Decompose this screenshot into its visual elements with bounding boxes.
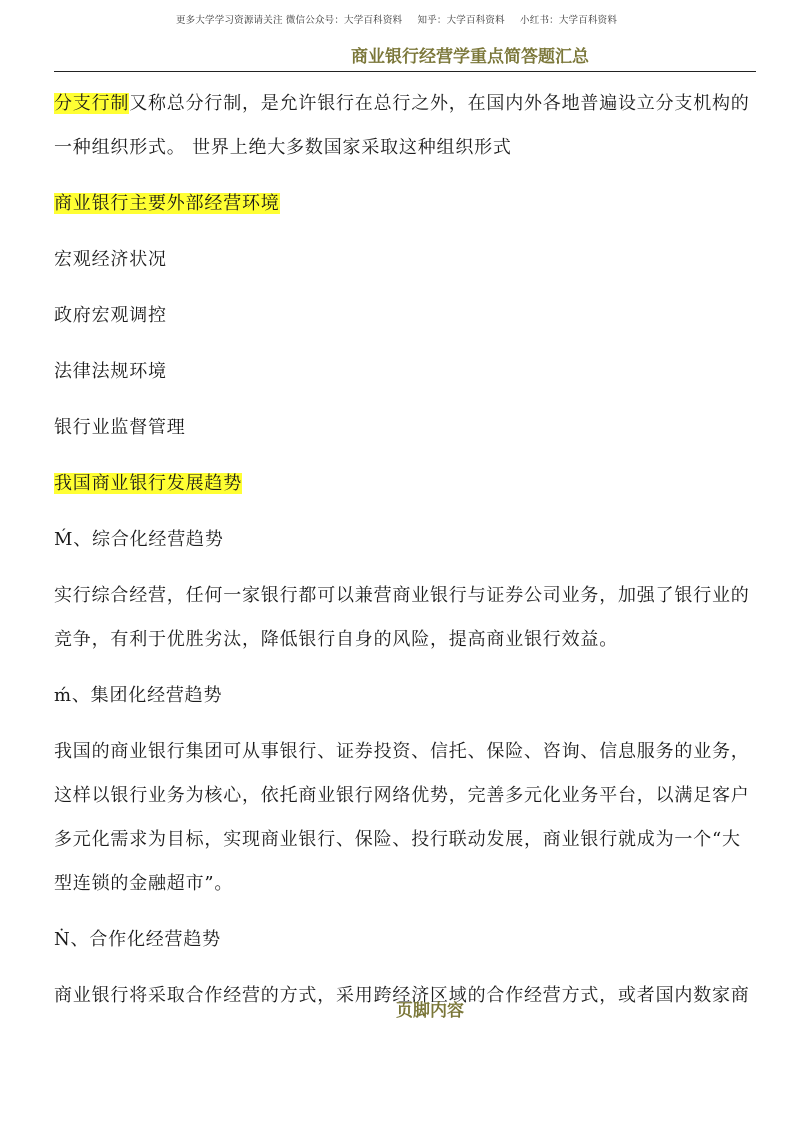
paragraph-text: 又称总分行制，是允许银行在总行之外，在国内外各地普遍设立分支机构的一种组织形式。 世界上绝大多数国家采取这种组织形式 [54, 93, 750, 158]
subheading-integrated: Ḿ、综合化经营趋势 [54, 529, 224, 550]
highlighted-heading: 我国商业银行发展趋势 [54, 473, 242, 494]
header-note [0, 12, 793, 26]
list-item: 政府宏观调控 [54, 305, 167, 326]
list-item: 银行业监督管理 [54, 417, 186, 438]
page-title: 商业银行经营学重点简答题汇总 [351, 47, 589, 67]
paragraph-integrated: 实行综合经营，任何一家银行都可以兼营商业银行与证券公司业务，加强了银行业的竞争，有利于优胜劣汰，降低银行自身的风险，提高商业银行效益。 [54, 585, 750, 650]
header-note-zhihu: 知乎：大学百科资料 [417, 15, 505, 26]
page-footer: 页脚内容 [396, 1001, 464, 1021]
header-divider [54, 71, 756, 72]
header-note-xiaohongshu: 小红书：大学百科资料 [520, 15, 618, 26]
header-note-wechat: 更多大学学习资源请关注 微信公众号：大学百科资料 [175, 15, 403, 26]
paragraph-cooperation: 商业银行将采取合作经营的方式，采用跨经济区域的合作经营方式，或者国内数家商 [54, 985, 750, 1006]
section-heading-environment [54, 182, 754, 226]
subheading-group: ḿ、集团化经营趋势 [54, 685, 223, 706]
list-item: 法律法规环境 [54, 361, 167, 382]
paragraph-group: 我国的商业银行集团可从事银行、证券投资、信托、保险、咨询、信息服务的业务，这样以银行业务为核心，依托商业银行网络优势，完善多元化业务平台，以满足客户多元化需求为目标，实现商业银行、保险、投行联动发展，商业银行就成为一个“大型连锁的金融超市”。 [54, 741, 750, 894]
document-body [54, 82, 754, 1018]
highlighted-term: 分支行制 [54, 93, 130, 114]
highlighted-heading: 商业银行主要外部经营环境 [54, 193, 280, 214]
list-item: 宏观经济状况 [54, 249, 167, 270]
section-heading-trends [54, 462, 754, 506]
subheading-cooperation: Ṅ、合作化经营趋势 [54, 929, 221, 950]
paragraph-branch-system [54, 82, 754, 170]
